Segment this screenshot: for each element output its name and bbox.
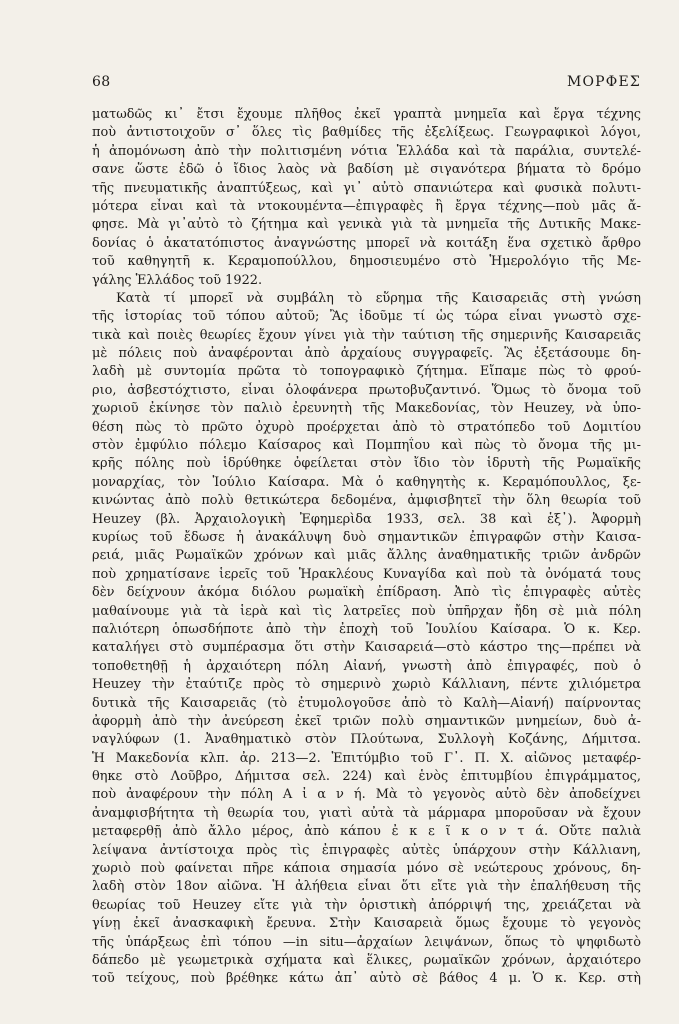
running-head: ΜΟΡΦΕΣ bbox=[566, 74, 641, 90]
text-line: Ἡ Μακεδονία κλπ. ἀρ. 213—2. Ἐπιτύμβιο τοῦ Γ᾽. Π. Χ. αἰῶνος μεταφέρ- bbox=[92, 750, 641, 766]
text-line: δυτικὰ τῆς Καισαρειᾶς (τὸ ἐτυμολογοῦσε ἀπὸ τὸ Καλὴ—Αἰανή) παίρνοντας bbox=[92, 695, 641, 711]
text-line: τικὰ καὶ ποιὲς θεωρίες ἔχουν γίνει γιὰ τὴν ταύτιση τῆς σημερινῆς Καισαρειᾶς bbox=[92, 327, 641, 343]
text-line: σανε ὥστε ἐδῶ ὁ ἴδιος λαὸς νὰ βαδίση μὲ σιγανότερα βήματα τὸ δρόμο bbox=[92, 162, 641, 178]
text-line: ποὺ χρηματίσανε ἱερεῖς τοῦ Ἡρακλέους Κυναγίδα καὶ ποὺ τὰ ὀνόματά τους bbox=[92, 566, 641, 582]
text-line: ναγλύφων (1. Ἀναθηματικὸ στὸν Πλούτωνα, Συλλογὴ Κοζάνης, Δήμιτσα. bbox=[92, 732, 641, 748]
text-line: κινώντας ἀπὸ πολὺ θετικώτερα δεδομένα, ἀμφισβητεῖ τὴν ὅλη θεωρία τοῦ bbox=[92, 493, 641, 509]
text-line: χωριὸ ποὺ φαίνεται πῆρε κάποια σημασία μόνο σὲ νεώτερους χρόνους, δη- bbox=[92, 861, 641, 877]
text-line: θεωρίας τοῦ Heuzey εἴτε γιὰ τὴν ὁριστικὴ ἀπόρριψή της, χρειάζεται νὰ bbox=[92, 897, 641, 913]
text-line: ρειά, μιᾶς Ρωμαϊκῶν χρόνων καὶ μιᾶς ἄλλης ἀναθηματικῆς τριῶν ἀνδρῶν bbox=[92, 548, 641, 564]
text-line: μότερα εἶναι καὶ τὰ ντοκουμέντα—ἐπιγραφὲς ἢ ἔργα τέχνης—ποὺ μᾶς ἄ- bbox=[92, 198, 641, 214]
text-line: κρῆς πόλης ποὺ ἱδρύθηκε ὀφείλεται στὸν ἴδιο τὸν ἱδρυτὴ τῆς Ρωμαϊκῆς bbox=[92, 456, 641, 472]
text-line: λαδὴ μὲ συντομία πρῶτα τὸ τοπογραφικὸ ζήτημα. Εἴπαμε πὼς τὸ φρού- bbox=[92, 364, 641, 380]
text-line: κυρίως τοῦ ἔδωσε ἡ ἀνακάλυψη δυὸ σημαντικῶν ἐπιγραφῶν στὴν Καισα- bbox=[92, 529, 641, 545]
text-line: ποὺ ἀντιστοιχοῦν σ᾽ ὅλες τὶς βαθμίδες τῆς ἐξελίξεως. Γεωγραφικοὶ λόγοι, bbox=[92, 125, 641, 141]
paragraph bbox=[92, 106, 641, 290]
text-line: λαδὴ στὸν 18ον αἰῶνα. Ἡ ἀλήθεια εἶναι ὅτι εἴτε γιὰ τὴν ἐπαλήθευση τῆς bbox=[92, 879, 641, 895]
page-header bbox=[92, 74, 641, 94]
text-line: τῆς ὑπάρξεως ἐπὶ τόπου —in situ—ἀρχαίων λειψάνων, ὅπως τὸ ψηφιδωτὸ bbox=[92, 934, 641, 950]
text-line: γάλης Ἑλλάδος τοῦ 1922. bbox=[92, 272, 263, 288]
text-line: καταλήγει στὸ συμπέρασμα ὅτι στὴν Καισαρειά—στὸ κάστρο της—πρέπει νὰ bbox=[92, 640, 641, 656]
text-line: δονίας ὁ ἀκατατόπιστος ἀναγνώστης μπορεῖ νὰ κοιτάξη ἕνα σχετικὸ ἄρθρο bbox=[92, 235, 641, 251]
text-line: στὸν ἐμφύλιο πόλεμο Καίσαρος καὶ Πομπηΐου καὶ πὼς τὸ ὄνομα τῆς μι- bbox=[92, 438, 641, 454]
text-line: ἀναμφισβήτητα τὴ θεωρία του, γιατὶ αὐτὰ τὰ μάρμαρα μποροῦσαν νὰ ἔχουν bbox=[92, 805, 641, 821]
text-line: ποὺ ἀναφέρουν τὴν πόλη Α ἰ α ν ή. Μὰ τὸ γεγονὸς αὐτὸ δὲν ἀποδείχνει bbox=[92, 787, 641, 803]
text-line: θηκε στὸ Λοῦβρο, Δήμιτσα σελ. 224) καὶ ἑνὸς ἐπιτυμβίου ἐπιγράμματος, bbox=[92, 769, 641, 785]
text-line: φησε. Μὰ γι᾽αὐτὸ τὸ ζήτημα καὶ γενικὰ γιὰ τὰ μνημεῖα τῆς Δυτικῆς Μακε- bbox=[92, 217, 641, 233]
paragraph bbox=[92, 290, 641, 989]
text-line: παλιότερη ὁπωσδήποτε ἀπὸ τὴν ἐποχὴ τοῦ Ἰουλίου Καίσαρα. Ὁ κ. Κερ. bbox=[92, 621, 641, 637]
text-line: Κατὰ τί μπορεῖ νὰ συμβάλη τὸ εὕρημα τῆς Καισαρειᾶς στὴ γνώση bbox=[116, 290, 641, 306]
text-line: λείψανα ἀντίστοιχα πρὸς τὶς ἐπιγραφὲς αὐτὲς ὑπάρχουν στὴν Κάλλιανη, bbox=[92, 842, 641, 858]
text-line: δὲν δείχνουν ἀκόμα διόλου ρωμαϊκὴ ἐπίδραση. Ἀπὸ τὶς ἐπιγραφὲς αὐτὲς bbox=[92, 585, 641, 601]
text-line: μεταφερθῇ ἀπὸ ἄλλο μέρος, ἀπὸ κάπου ἐ κ ε ῖ κ ο ν τ ά. Οὔτε παλιὰ bbox=[92, 824, 641, 840]
text-line: τοῦ τείχους, ποὺ βρέθηκε κάτω ἀπ᾽ αὐτὸ σὲ βάθος 4 μ. Ὁ κ. Κερ. στὴ bbox=[92, 971, 641, 987]
text-line: μαθαίνουμε γιὰ τὰ ἱερὰ καὶ τὶς λατρεῖες ποὺ ὑπῆρχαν ἤδη σὲ μιὰ πόλη bbox=[92, 603, 641, 619]
text-line: ἀφορμὴ ἀπὸ τὴν ἀνεύρεση ἐκεῖ τριῶν πολὺ σημαντικῶν μνημείων, δυὸ ἀ- bbox=[92, 713, 641, 729]
text-line: τοποθετηθῇ ἡ ἀρχαιότερη πόλη Αἰανή, γνωστὴ ἀπὸ ἐπιγραφές, ποὺ ὁ bbox=[92, 658, 641, 674]
text-line: ἡ ἀπομόνωση ἀπὸ τὴν πολιτισμένη νότια Ἑλλάδα καὶ τὰ παράλια, συντελέ- bbox=[92, 143, 641, 159]
text-line: χωριοῦ ἐκίνησε τὸν παλιὸ ἐρευνητὴ τῆς Μακεδονίας, τὸν Heuzey, νὰ ὑπο- bbox=[92, 401, 641, 417]
text-line: τοῦ καθηγητῆ κ. Κεραμοπούλλου, δημοσιευμένο στὸ Ἡμερολόγιο τῆς Με- bbox=[92, 254, 641, 270]
text-line: μοναρχίας, τὸν Ἰούλιο Καίσαρα. Μὰ ὁ καθηγητὴς κ. Κεραμόπουλλος, ξε- bbox=[92, 474, 641, 490]
text-line: Heuzey (βλ. Ἀρχαιολογικὴ Ἐφημερὶδα 1933, σελ. 38 καὶ ἑξ᾽). Ἀφορμὴ bbox=[92, 511, 641, 527]
text-line: ριο, ἀσβεστόχτιστο, εἶναι ὁλοφάνερα πρωτοβυζαντινό. Ὅμως τὸ ὄνομα τοῦ bbox=[92, 382, 641, 398]
text-line: τῆς ἱστορίας τοῦ τόπου αὐτοῦ; Ἂς ἰδοῦμε τί ὡς τώρα εἶναι γνωστὸ σχε- bbox=[92, 309, 641, 325]
text-line: γίνῃ ἐκεῖ ἀνασκαφικὴ ἔρευνα. Στὴν Καισαρειὰ ὅμως ἔχουμε τὸ γεγονὸς bbox=[92, 916, 641, 932]
text-line: μὲ πόλεις ποὺ ἀναφέρονται ἀπὸ ἀρχαίους συγγραφεῖς. Ἂς ἐξετάσουμε δη- bbox=[92, 346, 641, 362]
text-line: δάπεδο μὲ γεωμετρικὰ σχήματα καὶ ἕλικες, ρωμαϊκῶν χρόνων, ἀρχαιότερο bbox=[92, 952, 641, 968]
page-number: 68 bbox=[92, 74, 111, 90]
text-line: τῆς πνευματικῆς ἀναπτύξεως, καὶ γι᾽ αὐτὸ σπανιώτερα καὶ φυσικὰ πολυτι- bbox=[92, 180, 641, 196]
text-line: θέση πὼς τὸ πρῶτο ὀχυρὸ προέρχεται ἀπὸ τὸ στρατόπεδο τοῦ Δομιτίου bbox=[92, 419, 641, 435]
text-line: ματωδῶς κι᾽ ἔτσι ἔχουμε πλῆθος ἐκεῖ γραπτὰ μνημεῖα καὶ ἔργα τέχνης bbox=[92, 107, 641, 122]
body-text bbox=[92, 106, 641, 989]
text-line: Heuzey τὴν ἐταύτιζε πρὸς τὸ σημερινὸ χωριὸ Κάλλιανη, πέντε χιλιόμετρα bbox=[92, 677, 641, 693]
